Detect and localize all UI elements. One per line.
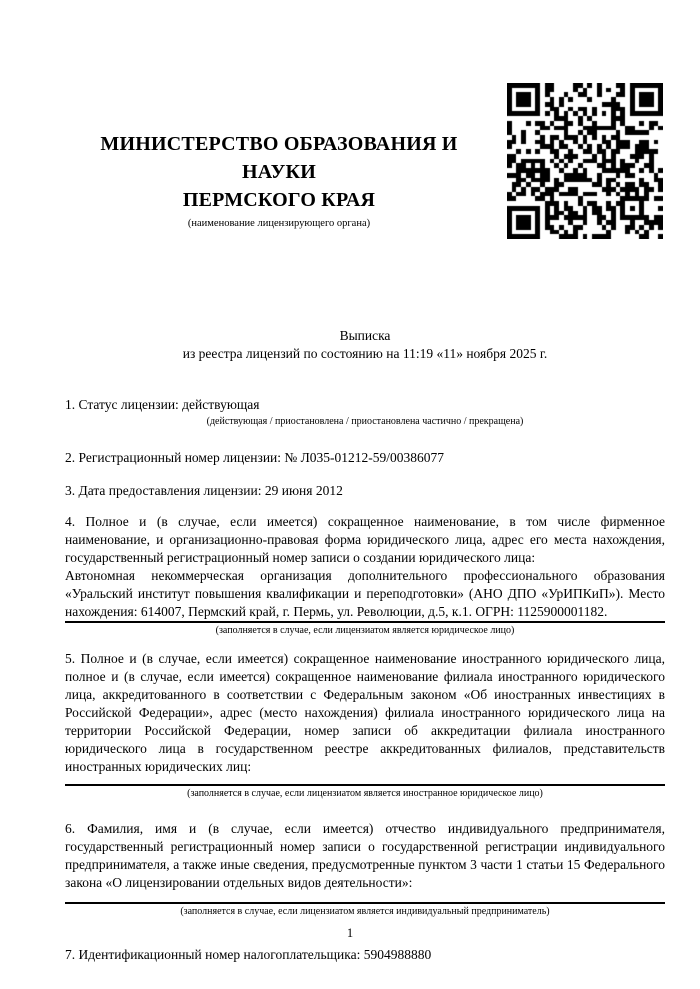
document-title: Выписка xyxy=(339,328,391,343)
item-6-blank xyxy=(65,892,665,902)
item-4-label: 4. Полное и (в случае, если имеется) сокращенное наименование, в том числе фирменное наименование, и организационно-правовая форма юридического лица, адрес его места нахождения, государственный регистрационный номер записи о создании юридического лица: xyxy=(65,514,665,565)
licensing-authority-note: (наименование лицензирующего органа) xyxy=(187,218,371,229)
item-4-note: (заполняется в случае, если лицензиатом является юридическое лицо) xyxy=(215,625,515,636)
qr-code xyxy=(507,83,663,239)
item-5-blank xyxy=(65,776,665,784)
item-3-grant-date: 3. Дата предоставления лицензии: 29 июня 2012 xyxy=(65,483,343,498)
licensing-authority-header xyxy=(65,130,493,230)
item-5-foreign-entity xyxy=(65,650,665,802)
item-6-note: (заполняется в случае, если лицензиатом является индивидуальный предприниматель) xyxy=(180,906,550,917)
ministry-name-line2: ПЕРМСКОГО КРАЯ xyxy=(182,189,376,211)
qr-code-canvas xyxy=(507,83,663,239)
item-6-label: 6. Фамилия, имя и (в случае, если имеется) отчество индивидуального предпринимателя, государственный регистрационный номер записи о государственной регистрации индивидуального предпринимателя, а также иные сведения, предусмотренные пунктом 3 части 1 статьи 15 Федерального закона «О лицензировании отдельных видов деятельности»: xyxy=(65,821,665,890)
document-subtitle: из реестра лицензий по состоянию на 11:19 «11» ноября 2025 г. xyxy=(182,346,548,361)
item-7-taxpayer-id: 7. Идентификационный номер налогоплательщика: 5904988880 xyxy=(65,947,432,962)
page-number: 1 xyxy=(346,926,354,940)
item-1-text: 1. Статус лицензии: действующая xyxy=(65,397,260,412)
item-5-label: 5. Полное и (в случае, если имеется) сокращенное наименование иностранного юридического лица, полное и (в случае, если имеется) сокращенное наименование филиала иностранного юридического лица, аккредитованного в соответствии с Федеральным законом «Об иностранных инвестициях в Российской Федерации», адрес (место нахождения) филиала иностранного юридического лица на территории Российской Федерации, номер записи об аккредитации филиала иностранного юридического лица в государственном реестре аккредитованных филиалов, представительств иностранных юридических лиц: xyxy=(65,651,665,774)
document-content xyxy=(0,130,700,964)
ministry-name-line1: МИНИСТЕРСТВО ОБРАЗОВАНИЯ И НАУКИ xyxy=(100,133,458,183)
item-4-value: Автономная некоммерческая организация дополнительного профессионального образования «Уральский институт повышения квалификации и переподготовки» (АНО ДПО «УрИПКиП»). Место нахождения: 614007, Пермский край, г. Пермь, ул. Революции, д.5, к.1. ОГРН: 1125900001182. xyxy=(65,568,665,619)
item-6-individual-entrepreneur xyxy=(65,820,665,920)
item-1-license-status xyxy=(65,396,665,430)
item-2-registration-number: 2. Регистрационный номер лицензии: № Л035-01212-59/00386077 xyxy=(65,450,445,465)
item-1-options-note: (действующая / приостановлена / приостановлена частично / прекращена) xyxy=(206,416,524,427)
item-5-note: (заполняется в случае, если лицензиатом является иностранное юридическое лицо) xyxy=(187,788,543,799)
item-4-legal-entity xyxy=(65,513,665,639)
document-title-block xyxy=(65,327,665,363)
